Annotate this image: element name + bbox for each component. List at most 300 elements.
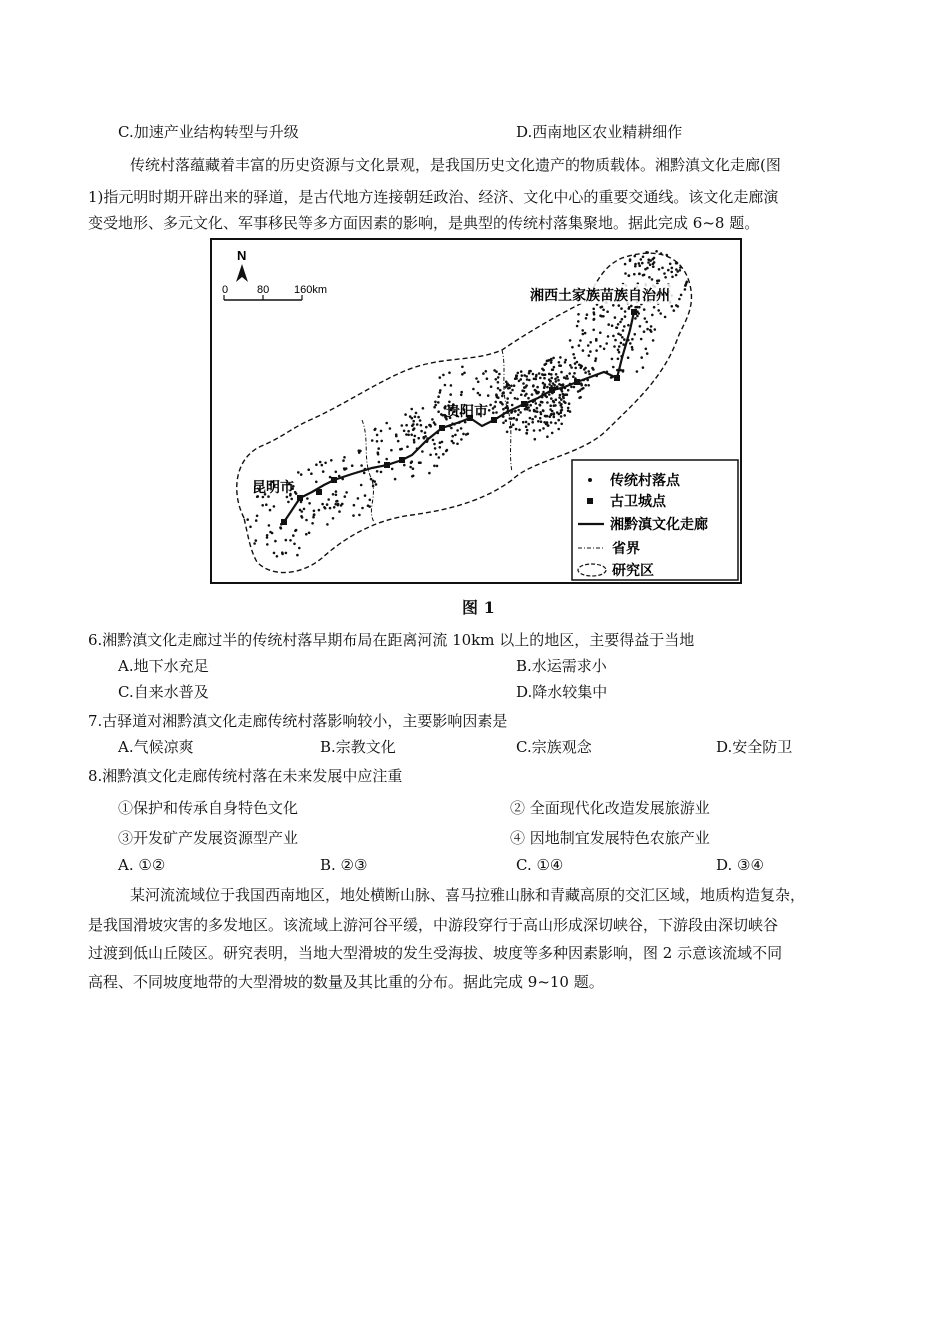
village-dot	[653, 306, 656, 309]
village-dot	[519, 411, 522, 414]
village-dot	[526, 429, 529, 432]
village-dot	[517, 372, 520, 375]
village-dot	[485, 370, 488, 373]
q8-statement-3: ③开发矿产发展资源型产业	[118, 829, 299, 847]
village-dot	[410, 408, 413, 411]
q8-option-c: C. ①④	[516, 856, 564, 874]
village-dot	[617, 323, 620, 326]
village-dot	[522, 382, 525, 385]
village-dot	[492, 407, 495, 410]
village-dot	[636, 315, 639, 318]
village-dot	[546, 401, 549, 404]
village-dot	[411, 424, 414, 427]
legend-border-label: 省界	[612, 541, 640, 557]
village-dot	[534, 415, 537, 418]
village-dot	[380, 440, 383, 443]
label-xiangxi: 湘西土家族苗族自治州	[530, 288, 670, 304]
village-dot	[566, 375, 569, 378]
village-dot	[321, 503, 324, 506]
village-dot	[611, 358, 614, 361]
village-dot	[335, 490, 338, 493]
village-dot	[542, 409, 545, 412]
village-dot	[313, 510, 316, 513]
village-dot	[442, 414, 445, 417]
village-dot	[550, 413, 553, 416]
village-dot	[456, 429, 459, 432]
village-dot	[494, 401, 497, 404]
village-dot	[567, 389, 570, 392]
village-dot	[353, 504, 356, 507]
village-dot	[507, 387, 510, 390]
village-dot	[516, 398, 519, 401]
village-dot	[617, 349, 620, 352]
village-dot	[510, 385, 513, 388]
village-dot	[373, 429, 376, 432]
village-dot	[378, 461, 381, 464]
legend-village-label: 传统村落点	[610, 473, 680, 489]
village-dot	[644, 317, 647, 320]
village-dot	[437, 395, 440, 398]
map-svg	[212, 240, 740, 582]
q6-option-a: A.地下水充足	[118, 657, 209, 675]
village-dot	[582, 333, 585, 336]
village-dot	[550, 397, 553, 400]
village-dot	[525, 375, 528, 378]
village-dot	[592, 318, 595, 321]
village-dot	[568, 372, 571, 375]
village-dot	[333, 506, 336, 509]
village-dot	[292, 534, 295, 537]
village-dot	[532, 385, 535, 388]
village-dot	[532, 373, 535, 376]
village-dot	[631, 338, 634, 341]
village-dot	[448, 401, 451, 404]
village-dot	[525, 421, 528, 424]
village-dot	[513, 384, 516, 387]
village-dot	[564, 393, 567, 396]
village-dot	[553, 412, 556, 415]
village-dot	[648, 276, 651, 279]
village-dot	[433, 406, 436, 409]
village-dot	[535, 402, 538, 405]
village-dot	[638, 264, 641, 267]
village-dot	[605, 342, 608, 345]
village-dot	[531, 421, 534, 424]
village-dot	[602, 309, 605, 312]
village-dot	[657, 309, 660, 312]
village-dot	[638, 262, 641, 265]
village-dot	[497, 376, 500, 379]
village-dot	[501, 395, 504, 398]
village-dot	[592, 368, 595, 371]
village-dot	[261, 504, 264, 507]
village-dot	[504, 386, 507, 389]
village-dot	[433, 465, 436, 468]
village-dot	[631, 346, 634, 349]
village-dot	[276, 555, 279, 558]
village-dot	[649, 259, 652, 262]
village-dot	[544, 383, 547, 386]
village-dot	[566, 377, 569, 380]
village-dot	[652, 339, 655, 342]
village-dot	[661, 267, 664, 270]
village-dot	[376, 470, 379, 473]
village-dot	[680, 294, 683, 297]
village-dot	[599, 306, 602, 309]
q7-stem: 7.古驿道对湘黔滇文化走廊传统村落影响较小，主要影响因素是	[88, 712, 508, 730]
village-dot	[579, 389, 582, 392]
village-dot	[603, 348, 606, 351]
village-dot	[599, 331, 602, 334]
village-dot	[400, 448, 403, 451]
village-dot	[369, 499, 372, 502]
village-dot	[570, 366, 573, 369]
village-dot	[418, 461, 421, 464]
village-dot	[531, 418, 534, 421]
village-dot	[560, 371, 563, 374]
village-dot	[524, 386, 527, 389]
village-dot	[540, 413, 543, 416]
village-dot	[587, 384, 590, 387]
village-dot	[307, 468, 310, 471]
village-dot	[584, 384, 587, 387]
village-dot	[619, 321, 622, 324]
village-dot	[376, 440, 379, 443]
legend-study-area-label: 研究区	[612, 563, 654, 579]
village-dot	[557, 419, 560, 422]
village-dot	[315, 481, 318, 484]
village-dot	[367, 504, 370, 507]
village-dot	[573, 357, 576, 360]
village-dot	[266, 536, 269, 539]
village-dot	[321, 464, 324, 467]
north-arrow-icon	[236, 264, 248, 282]
village-dot	[554, 378, 557, 381]
village-dot	[560, 423, 563, 426]
legend-fort-icon	[587, 498, 593, 504]
village-dot	[650, 325, 653, 328]
village-dot	[555, 373, 558, 376]
village-dot	[607, 335, 610, 338]
village-dot	[585, 317, 588, 320]
village-dot	[429, 454, 432, 457]
village-dot	[564, 359, 567, 362]
village-dot	[298, 547, 301, 550]
village-dot	[391, 468, 394, 471]
village-dot	[558, 401, 561, 404]
village-dot	[548, 393, 551, 396]
village-dot	[582, 387, 585, 390]
village-dot	[413, 439, 416, 442]
village-dot	[303, 508, 306, 511]
village-dot	[422, 407, 425, 410]
village-dot	[462, 433, 465, 436]
village-dot	[537, 420, 540, 423]
village-dot	[502, 392, 505, 395]
village-dot	[496, 396, 499, 399]
village-dot	[646, 328, 649, 331]
village-dot	[636, 306, 639, 309]
village-dot	[311, 522, 314, 525]
village-dot	[529, 404, 532, 407]
village-dot	[617, 333, 620, 336]
village-dot	[554, 404, 557, 407]
village-dot	[265, 503, 268, 506]
q8-statement-4: ④ 因地制宜发展特色农旅产业	[510, 829, 710, 847]
village-dot	[667, 269, 670, 272]
village-dot	[419, 419, 422, 422]
village-dot	[524, 394, 527, 397]
village-dot	[552, 382, 555, 385]
village-dot	[618, 304, 621, 307]
label-kunming: 昆明市	[252, 480, 294, 496]
village-dot	[578, 344, 581, 347]
village-dot	[553, 401, 556, 404]
village-dot	[511, 404, 514, 407]
village-dot	[460, 391, 463, 394]
village-dot	[536, 407, 539, 410]
village-dot	[642, 256, 645, 259]
village-dot	[540, 420, 543, 423]
scale-label-160: 160km	[294, 284, 328, 296]
village-dot	[324, 507, 327, 510]
village-dot	[555, 380, 558, 383]
village-dot	[624, 272, 627, 275]
village-dot	[285, 539, 288, 542]
village-dot	[645, 348, 648, 351]
village-dot	[550, 373, 553, 376]
village-dot	[539, 377, 542, 380]
intro1-line1: 传统村落蕴藏着丰富的历史资源与文化景观，是我国历史文化遗产的物质载体。湘黔滇文化走廊(图	[130, 156, 781, 174]
village-dot	[612, 335, 615, 338]
village-dot	[550, 361, 553, 364]
village-dot	[577, 320, 580, 323]
village-dot	[335, 494, 338, 497]
village-dot	[651, 278, 654, 281]
village-dot	[296, 554, 299, 557]
village-dot	[461, 373, 464, 376]
village-dot	[640, 356, 643, 359]
village-dot	[395, 435, 398, 438]
village-dot	[539, 417, 542, 420]
village-dot	[306, 497, 309, 500]
village-dot	[584, 367, 587, 370]
north-label: N	[237, 248, 247, 263]
village-dot	[634, 255, 637, 258]
village-dot	[559, 404, 562, 407]
village-dot	[377, 447, 380, 450]
village-dot	[435, 453, 438, 456]
village-dot	[613, 345, 616, 348]
village-dot	[582, 349, 585, 352]
village-dot	[437, 401, 440, 404]
village-dot	[618, 351, 621, 354]
village-dot	[345, 491, 348, 494]
village-dot	[669, 263, 672, 266]
village-dot	[436, 465, 439, 468]
village-dot	[326, 523, 329, 526]
village-dot	[414, 435, 417, 438]
village-dot	[344, 495, 347, 498]
village-dot	[620, 307, 623, 310]
village-dot	[550, 421, 553, 424]
village-dot	[352, 514, 355, 517]
village-dot	[385, 422, 388, 425]
village-dot	[363, 472, 366, 475]
legend-village-icon	[588, 478, 592, 482]
village-dot	[627, 324, 630, 327]
village-dot	[560, 384, 563, 387]
village-dot	[465, 433, 468, 436]
village-dot	[612, 366, 615, 369]
village-dot	[528, 379, 531, 382]
village-dot	[664, 276, 667, 279]
village-dot	[509, 392, 512, 395]
village-dot	[336, 500, 339, 503]
village-dot	[525, 425, 528, 428]
village-dot	[559, 394, 562, 397]
village-dot	[560, 398, 563, 401]
village-dot	[308, 532, 311, 535]
village-dot	[475, 377, 478, 380]
village-dot	[551, 432, 554, 435]
village-dot	[305, 519, 308, 522]
village-dot	[616, 327, 619, 330]
village-dot	[297, 471, 300, 474]
village-dot	[376, 434, 379, 437]
village-dot	[525, 432, 528, 435]
village-dot	[535, 390, 538, 393]
intro2-line3: 过渡到低山丘陵区。研究表明，当地大型滑坡的发生受海拔、坡度等多种因素影响，图 2 示意该流域不同	[88, 944, 783, 962]
village-dot	[539, 429, 542, 432]
legend	[572, 460, 738, 580]
village-dot	[567, 407, 570, 410]
village-dot	[595, 339, 598, 342]
legend-corridor-label: 湘黔滇文化走廊	[610, 517, 708, 533]
village-dot	[313, 514, 316, 517]
village-dot	[512, 423, 515, 426]
village-dot	[645, 321, 648, 324]
village-dot	[502, 422, 505, 425]
q6-option-b: B.水运需求小	[516, 657, 607, 675]
intro2-line1: 某河流流域位于我国西南地区，地处横断山脉、喜马拉雅山脉和青藏高原的交汇区域，地质构造复杂，	[130, 886, 806, 904]
village-dot	[506, 431, 509, 434]
village-dot	[629, 260, 632, 263]
village-dot	[550, 358, 553, 361]
village-dot	[646, 352, 649, 355]
village-dot	[535, 374, 538, 377]
village-dot	[397, 440, 400, 443]
village-dot	[509, 426, 512, 429]
village-dot	[424, 431, 427, 434]
village-dot	[617, 358, 620, 361]
village-dot	[556, 385, 559, 388]
village-dot	[281, 551, 284, 554]
village-dot	[449, 393, 452, 396]
village-dot	[318, 509, 321, 512]
village-dot	[417, 437, 420, 440]
village-dot	[614, 316, 617, 319]
village-dot	[324, 462, 327, 465]
village-dot	[679, 266, 682, 269]
village-dot	[675, 274, 678, 277]
village-dot	[439, 376, 442, 379]
village-dot	[405, 433, 408, 436]
village-dot	[255, 519, 258, 522]
village-dot	[262, 496, 265, 499]
village-dot	[637, 312, 640, 315]
village-dot	[506, 401, 509, 404]
village-dot	[450, 384, 453, 387]
village-dot	[380, 430, 383, 433]
village-dot	[558, 396, 561, 399]
village-dot	[410, 434, 413, 437]
village-dot	[602, 315, 605, 318]
village-dot	[634, 333, 637, 336]
village-dot	[295, 529, 298, 532]
village-dot	[527, 423, 530, 426]
village-dot	[560, 415, 563, 418]
village-dot	[411, 417, 414, 420]
village-dot	[448, 371, 451, 374]
village-dot	[531, 393, 534, 396]
village-dot	[409, 466, 412, 469]
village-dot	[315, 463, 318, 466]
village-dot	[492, 412, 495, 415]
village-dot	[487, 394, 490, 397]
village-dot	[540, 401, 543, 404]
village-dot	[678, 298, 681, 301]
village-dot	[614, 339, 617, 342]
village-dot	[500, 401, 503, 404]
village-dot	[289, 539, 292, 542]
village-dot	[497, 387, 500, 390]
village-dot	[415, 412, 418, 415]
village-dot	[644, 268, 647, 271]
village-dot	[550, 377, 553, 380]
village-dot	[417, 416, 420, 419]
village-dot	[389, 427, 392, 430]
village-dot	[545, 396, 548, 399]
village-dot	[552, 357, 555, 360]
village-dot	[434, 404, 437, 407]
village-dot	[629, 342, 632, 345]
village-dot	[407, 430, 410, 433]
village-dot	[437, 410, 440, 413]
scale-label-0: 0	[222, 284, 229, 296]
village-dot	[406, 445, 409, 448]
village-dot	[335, 471, 338, 474]
village-dot	[549, 404, 552, 407]
village-dot	[460, 427, 463, 430]
village-dot	[269, 509, 272, 512]
village-dot	[559, 356, 562, 359]
village-dot	[634, 317, 637, 320]
village-dot	[380, 471, 383, 474]
village-dot	[319, 461, 322, 464]
village-dot	[520, 370, 523, 373]
village-dot	[618, 345, 621, 348]
village-dot	[594, 360, 597, 363]
village-dot	[587, 370, 590, 373]
village-dot	[441, 441, 444, 444]
village-dot	[556, 411, 559, 414]
village-dot	[577, 313, 580, 316]
village-dot	[640, 338, 643, 341]
village-dot	[584, 371, 587, 374]
village-dot	[649, 264, 652, 267]
village-dot	[414, 415, 417, 418]
